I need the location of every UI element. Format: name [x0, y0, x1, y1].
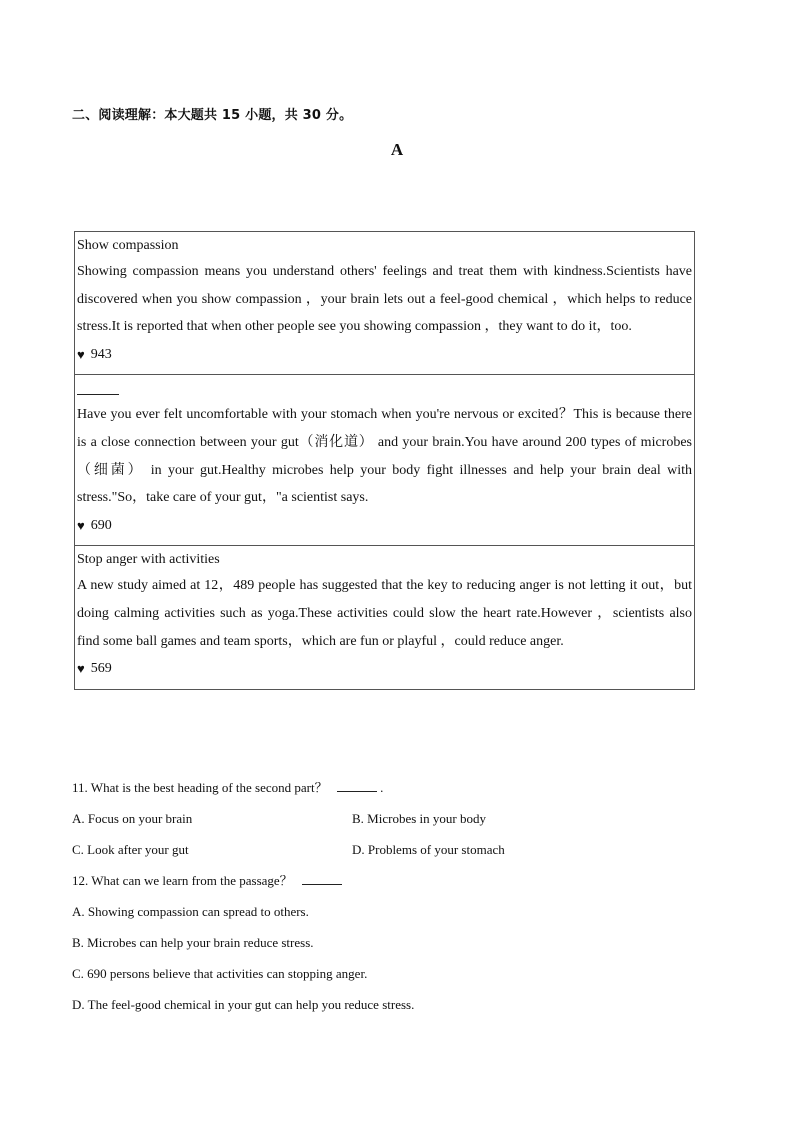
question-suffix: .	[380, 780, 384, 795]
option-c[interactable]: C. 690 persons believe that activities can stopping anger.	[72, 966, 368, 981]
question-number: 11.	[72, 780, 88, 795]
questions-section	[72, 776, 722, 1024]
post-3-title: Stop anger with activities	[77, 552, 220, 568]
option-b[interactable]: B. Microbes in your body	[352, 811, 486, 826]
passage-letter: A	[390, 140, 404, 159]
question-11-options-row-1	[72, 807, 722, 838]
post-3-likes	[77, 655, 692, 683]
post-1-body: Showing compassion means you understand others' feelings and treat them with kindness.Scientists have discovered when you show compassion ，your brain lets out a feel-good chemical ，which helps to reduce stress.It is reported that when other people see you showing compassion ，they want to do it，too.	[77, 264, 692, 335]
question-number: 12.	[72, 873, 89, 888]
option-d[interactable]: D. The feel-good chemical in your gut can help you reduce stress.	[72, 997, 415, 1012]
question-text: What is the best heading of the second part？	[90, 780, 328, 795]
section-heading: 二、阅读理解：本大题共 15 小题，共 30 分。	[72, 108, 353, 123]
question-text: What can we learn from the passage？	[91, 873, 293, 888]
post-1-likes-count: 943	[90, 346, 112, 362]
heart-icon: ♥	[77, 661, 85, 677]
option-a[interactable]: A. Showing compassion can spread to others.	[72, 904, 309, 919]
post-3-body: A new study aimed at 12，489 people has suggested that the key to reducing anger is not letting it out，but doing calming activities such as yoga.These activities could slow the heart rate.However ，scientists also find some ball games and team sports，which are fun or playful ，could reduce anger.	[77, 578, 692, 649]
answer-blank[interactable]	[302, 872, 342, 885]
post-3-likes-count: 569	[90, 661, 112, 677]
post-2-body: Have you ever felt uncomfortable with your stomach when you're nervous or excited？This is because there is a close connection between your gut（消化道） and your brain.You have around 200 types of microbes（细菌） in your gut.Healthy microbes help your body fight illnesses and help your brain deal with stress."So，take care of your gut，"a scientist says.	[77, 407, 692, 506]
heart-icon: ♥	[77, 346, 85, 362]
post-2	[75, 374, 694, 545]
post-2-likes	[77, 512, 692, 540]
option-a[interactable]: A. Focus on your brain	[72, 811, 193, 826]
post-2-title-blank	[77, 377, 692, 401]
post-1	[75, 232, 694, 374]
option-d[interactable]: D. Problems of your stomach	[352, 842, 505, 857]
title-blank-line	[77, 380, 119, 395]
post-1-likes	[77, 341, 692, 369]
question-11	[72, 776, 722, 807]
option-b[interactable]: B. Microbes can help your brain reduce stress.	[72, 935, 314, 950]
heart-icon: ♥	[77, 517, 85, 533]
post-1-title: Show compassion	[77, 238, 179, 253]
answer-blank[interactable]	[337, 779, 377, 792]
question-12	[72, 869, 722, 900]
post-3	[75, 545, 694, 688]
option-c[interactable]: C. Look after your gut	[72, 842, 189, 857]
post-2-likes-count: 690	[90, 517, 112, 533]
passage-table	[74, 231, 695, 690]
question-11-options-row-2	[72, 838, 722, 869]
